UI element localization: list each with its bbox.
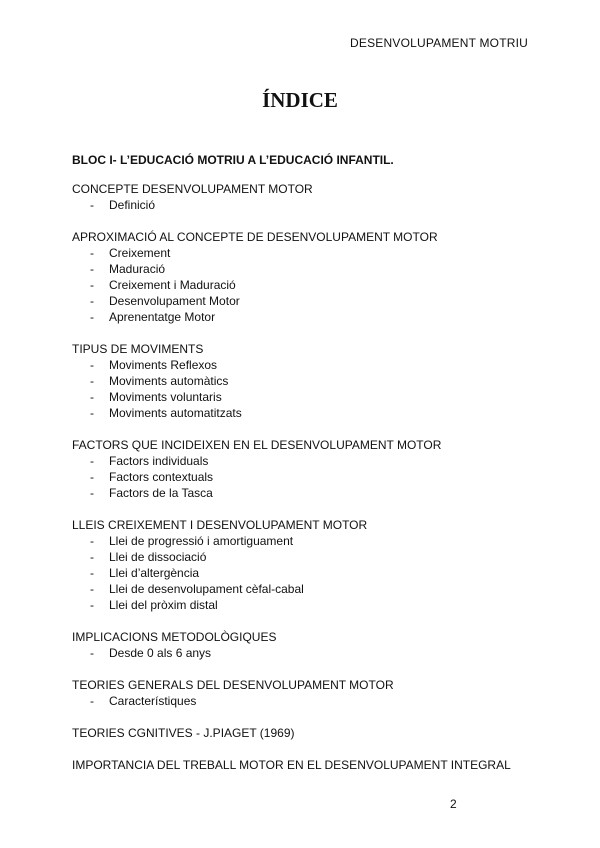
toc-item-label: Moviments automàtics	[109, 374, 229, 388]
toc-item-list	[72, 453, 542, 501]
toc-item-label: Factors contextuals	[109, 470, 214, 484]
toc-item-label: Llei de progressió i amortiguament	[109, 534, 294, 548]
toc-item-list	[72, 645, 542, 661]
toc-item	[72, 581, 542, 597]
toc-item-label: Moviments Reflexos	[109, 358, 218, 372]
list-dash: -	[90, 454, 94, 468]
toc-item-list	[72, 693, 542, 709]
toc-item-label: Característiques	[109, 694, 197, 708]
toc-item-label: Aprenentatge Motor	[109, 310, 216, 324]
toc-item	[72, 293, 542, 309]
toc-section	[72, 181, 542, 213]
toc-item-label: Llei del pròxim distal	[109, 598, 218, 612]
list-dash: -	[90, 406, 94, 420]
list-dash: -	[90, 486, 94, 500]
toc-section-title: IMPLICACIONS METODOLÒGIQUES	[72, 630, 277, 644]
toc-item	[72, 453, 542, 469]
toc-item-list	[72, 357, 542, 421]
list-dash: -	[90, 470, 94, 484]
list-dash: -	[90, 550, 94, 564]
list-dash: -	[90, 358, 94, 372]
toc-section	[72, 229, 542, 325]
toc-item-label: Maduració	[109, 262, 166, 276]
toc-item-label: Factors individuals	[109, 454, 209, 468]
toc-section-title: FACTORS QUE INCIDEIXEN EN EL DESENVOLUPAMENT MOTOR	[72, 438, 442, 452]
toc-item	[72, 309, 542, 325]
toc-section	[72, 725, 542, 741]
toc-item	[72, 469, 542, 485]
list-dash: -	[90, 246, 94, 260]
list-dash: -	[90, 646, 94, 660]
toc-item-label: Factors de la Tasca	[109, 486, 213, 500]
toc-item	[72, 597, 542, 613]
toc-item	[72, 373, 542, 389]
toc-item-label: Creixement	[109, 246, 171, 260]
toc-item-label: Desenvolupament Motor	[109, 294, 240, 308]
toc-item	[72, 645, 542, 661]
page-number: 2	[450, 797, 457, 811]
toc-section-title: LLEIS CREIXEMENT I DESENVOLUPAMENT MOTOR	[72, 518, 368, 532]
list-dash: -	[90, 534, 94, 548]
toc-item	[72, 565, 542, 581]
toc-item	[72, 549, 542, 565]
toc-item	[72, 245, 542, 261]
list-dash: -	[90, 582, 94, 596]
page-title: ÍNDICE	[262, 88, 338, 112]
toc-item-label: Moviments automatitzats	[109, 406, 242, 420]
toc-item	[72, 261, 542, 277]
toc-item	[72, 357, 542, 373]
toc-item	[72, 405, 542, 421]
toc-item-list	[72, 533, 542, 613]
running-header: DESENVOLUPAMENT MOTRIU	[350, 36, 528, 50]
toc-item-label: Llei de desenvolupament cèfal-cabal	[109, 582, 304, 596]
toc-item	[72, 693, 542, 709]
toc-item	[72, 277, 542, 293]
list-dash: -	[90, 598, 94, 612]
list-dash: -	[90, 262, 94, 276]
list-dash: -	[90, 694, 94, 708]
list-dash: -	[90, 198, 94, 212]
toc-item	[72, 485, 542, 501]
table-of-contents	[72, 181, 542, 789]
toc-item	[72, 389, 542, 405]
toc-section-title: CONCEPTE DESENVOLUPAMENT MOTOR	[72, 182, 313, 196]
toc-item	[72, 197, 542, 213]
list-dash: -	[90, 566, 94, 580]
toc-section-title: TEORIES GENERALS DEL DESENVOLUPAMENT MOTOR	[72, 678, 394, 692]
toc-section	[72, 437, 542, 501]
list-dash: -	[90, 278, 94, 292]
toc-section	[72, 629, 542, 661]
toc-item-label: Definició	[109, 198, 156, 212]
list-dash: -	[90, 294, 94, 308]
toc-item-list	[72, 197, 542, 213]
toc-section-title: IMPORTANCIA DEL TREBALL MOTOR EN EL DESENVOLUPAMENT INTEGRAL	[72, 758, 511, 772]
toc-item	[72, 533, 542, 549]
toc-item-label: Desde 0 als 6 anys	[109, 646, 212, 660]
toc-section-title: APROXIMACIÓ AL CONCEPTE DE DESENVOLUPAMENT MOTOR	[72, 230, 438, 244]
bloc-heading: BLOC I- L’EDUCACIÓ MOTRIU A L’EDUCACIÓ INFANTIL.	[72, 153, 394, 167]
toc-section	[72, 677, 542, 709]
toc-section	[72, 517, 542, 613]
toc-item-list	[72, 245, 542, 325]
toc-item-label: Llei de dissociació	[109, 550, 207, 564]
toc-section-title: TIPUS DE MOVIMENTS	[72, 342, 204, 356]
list-dash: -	[90, 310, 94, 324]
toc-item-label: Creixement i Maduració	[109, 278, 236, 292]
toc-item-label: Moviments voluntaris	[109, 390, 222, 404]
toc-section-title: TEORIES CGNITIVES - J.PIAGET (1969)	[72, 726, 295, 740]
toc-section	[72, 341, 542, 421]
toc-section	[72, 757, 542, 773]
list-dash: -	[90, 390, 94, 404]
list-dash: -	[90, 374, 94, 388]
toc-item-label: Llei d’altergència	[109, 566, 200, 580]
